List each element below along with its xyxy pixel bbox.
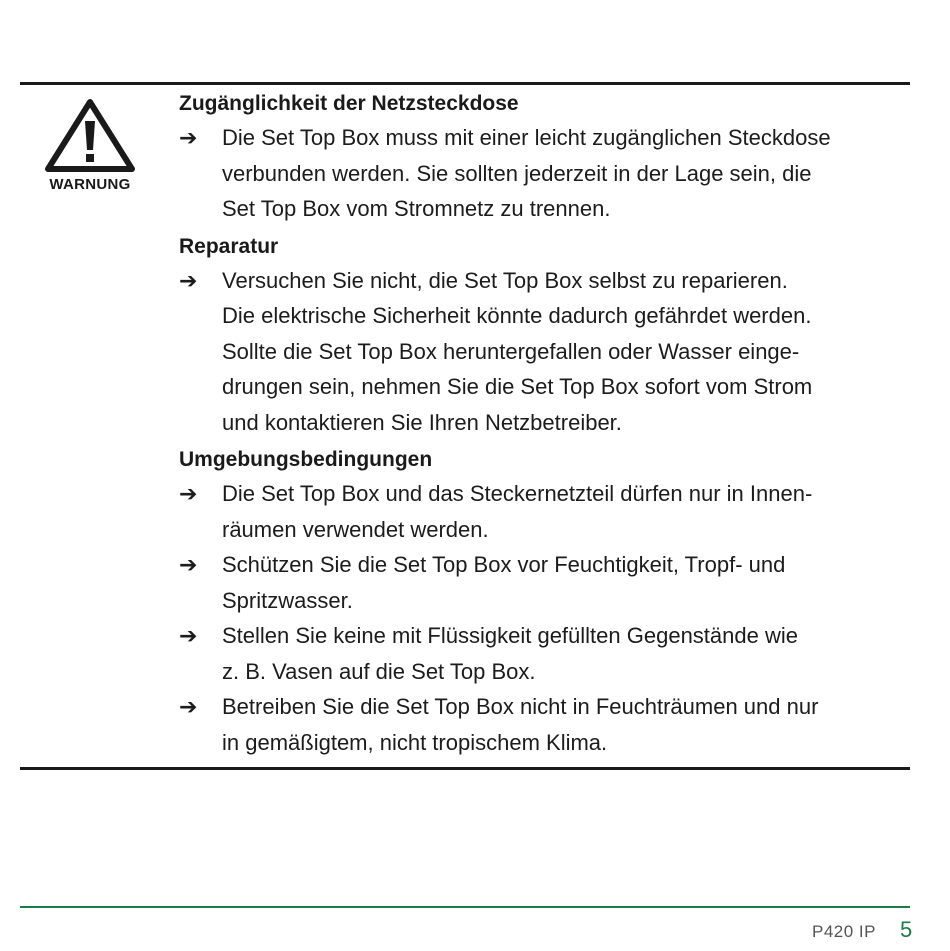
top-rule: [20, 82, 910, 85]
text-line: Set Top Box vom Stromnetz zu trennen.: [222, 196, 611, 221]
list-item: [179, 476, 909, 547]
text-line: drungen sein, nehmen Sie die Set Top Box sofort vom Strom: [222, 374, 813, 399]
section-umgebungsbedingungen: [179, 444, 909, 760]
footer-model-name: P420 IP: [812, 922, 876, 941]
footer-rule: [20, 906, 910, 908]
arrow-bullet-icon: ➔: [179, 552, 198, 577]
warning-triangle-icon: [43, 96, 137, 174]
section-title: Zugänglichkeit der Netzsteckdose: [179, 92, 519, 115]
text-line: Stellen Sie keine mit Flüssigkeit gefüllten Gegenstände wie: [222, 623, 798, 648]
text-line: in gemäßigtem, nicht tropischem Klima.: [222, 729, 608, 755]
text-line: Spritzwasser.: [222, 587, 353, 613]
arrow-bullet-icon: ➔: [179, 694, 198, 719]
list-item: [179, 120, 909, 227]
section-title: Umgebungsbedingungen: [179, 448, 433, 471]
list-item: [179, 689, 909, 760]
text-line: Die Set Top Box und das Steckernetzteil dürfen nur in Innen-: [222, 481, 813, 506]
list-item: [179, 618, 909, 689]
text-line: und kontaktieren Sie Ihren Netzbetreiber.: [222, 409, 622, 435]
section-reparatur: [179, 231, 909, 441]
text-line: verbunden werden. Sie sollten jederzeit in der Lage sein, die: [222, 160, 812, 186]
warning-label: WARNUNG: [49, 176, 131, 193]
warning-block: [40, 96, 140, 193]
section-title: Reparatur: [179, 234, 279, 258]
list-item: [179, 263, 909, 441]
page-number: 5: [900, 917, 913, 942]
list-item: [179, 547, 909, 618]
text-line: Sollte die Set Top Box heruntergefallen oder Wasser einge-: [222, 338, 800, 364]
section-zugaenglichkeit: [179, 88, 909, 227]
text-line: räumen verwendet werden.: [222, 516, 489, 542]
text-line: Schützen Sie die Set Top Box vor Feuchtigkeit, Tropf- und: [222, 552, 786, 577]
arrow-bullet-icon: ➔: [179, 125, 198, 150]
arrow-bullet-icon: ➔: [179, 623, 198, 648]
text-line: z. B. Vasen auf die Set Top Box.: [222, 658, 536, 684]
text-line: Betreiben Sie die Set Top Box nicht in Feuchträumen und nur: [222, 694, 819, 719]
text-line: Die elektrische Sicherheit könnte dadurch gefährdet werden.: [222, 303, 812, 328]
safety-content: [179, 88, 909, 760]
arrow-bullet-icon: ➔: [179, 481, 198, 506]
text-line: Versuchen Sie nicht, die Set Top Box selbst zu reparieren.: [222, 267, 788, 293]
bottom-rule: [20, 767, 910, 770]
arrow-bullet-icon: ➔: [179, 267, 198, 293]
text-line: Die Set Top Box muss mit einer leicht zugänglichen Steckdose: [222, 125, 831, 150]
